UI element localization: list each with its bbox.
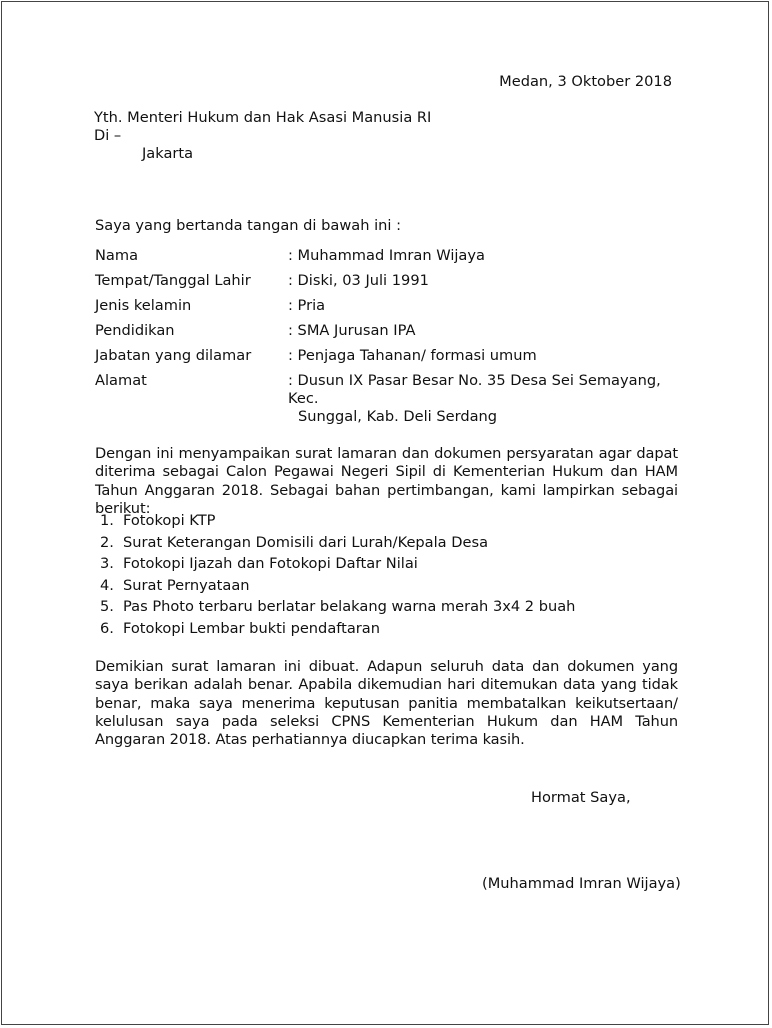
field-value xyxy=(288,372,688,426)
closing-salutation: Hormat Saya, xyxy=(531,789,631,806)
field-value: : Diski, 03 Juli 1991 xyxy=(288,272,429,289)
body-paragraph-2: Demikian surat lamaran ini dibuat. Adapun seluruh data dan dokumen yang saya berikan adalah benar. Apabila dikemudian hari ditemukan data yang tidak benar, maka saya menerima keputusan panitia membatalkan keikutsertaan/ kelulusan saya pada seleksi CPNS Kementerian Hukum dan HAM Tahun Anggaran 2018. Atas perhatiannya diucapkan terima kasih. xyxy=(95,658,678,749)
list-text: Surat Keterangan Domisili dari Lurah/Kepala Desa xyxy=(123,533,489,551)
field-value: : Muhammad Imran Wijaya xyxy=(288,247,485,264)
field-label: Tempat/Tanggal Lahir xyxy=(95,272,251,289)
body-paragraph-1: Dengan ini menyampaikan surat lamaran dan dokumen persyaratan agar dapat diterima sebagai Calon Pegawai Negeri Sipil di Kementerian Hukum dan HAM Tahun Anggaran 2018. Sebagai bahan pertimbangan, kami lampirkan sebagai berikut: xyxy=(95,445,678,517)
list-item xyxy=(100,620,575,642)
list-number: 6. xyxy=(100,619,114,637)
field-label: Jenis kelamin xyxy=(95,297,192,314)
list-number: 5. xyxy=(100,598,114,615)
attachment-list xyxy=(100,512,575,641)
list-number: 3. xyxy=(100,555,114,572)
list-number: 1. xyxy=(100,512,114,529)
signature-name: (Muhammad Imran Wijaya) xyxy=(482,875,681,892)
list-text: Pas Photo terbaru berlatar belakang warna merah 3x4 2 buah xyxy=(123,598,576,615)
letter-date: Medan, 3 Oktober 2018 xyxy=(499,73,672,90)
field-value: : Penjaga Tahanan/ formasi umum xyxy=(288,347,537,364)
intro-sentence: Saya yang bertanda tangan di bawah ini : xyxy=(95,217,402,234)
field-value: : SMA Jurusan IPA xyxy=(288,322,416,339)
address-line-1: : Dusun IX Pasar Besar No. 35 Desa Sei Semayang, Kec. xyxy=(288,372,661,407)
address-line-2: Sunggal, Kab. Deli Serdang xyxy=(298,408,498,425)
list-text: Fotokopi KTP xyxy=(123,512,216,529)
field-value: : Pria xyxy=(288,297,326,314)
list-text: Fotokopi Lembar bukti pendaftaran xyxy=(123,619,381,637)
list-item xyxy=(100,555,575,577)
field-label: Pendidikan xyxy=(95,322,175,339)
recipient-city: Jakarta xyxy=(142,145,194,162)
field-label: Jabatan yang dilamar xyxy=(95,347,252,364)
list-item xyxy=(100,598,575,620)
list-text: Fotokopi Ijazah dan Fotokopi Daftar Nilai xyxy=(123,555,418,572)
list-number: 2. xyxy=(100,533,114,551)
list-item xyxy=(100,512,575,534)
list-item xyxy=(100,534,575,556)
list-text: Surat Pernyataan xyxy=(123,576,250,594)
field-label: Nama xyxy=(95,247,139,264)
letter-page xyxy=(1,1,769,1025)
recipient-line-2: Di – xyxy=(94,127,122,144)
field-label: Alamat xyxy=(95,372,147,389)
list-number: 4. xyxy=(100,576,114,594)
recipient-block xyxy=(94,109,431,163)
list-item xyxy=(100,577,575,599)
recipient-line-1: Yth. Menteri Hukum dan Hak Asasi Manusia RI xyxy=(94,109,432,126)
